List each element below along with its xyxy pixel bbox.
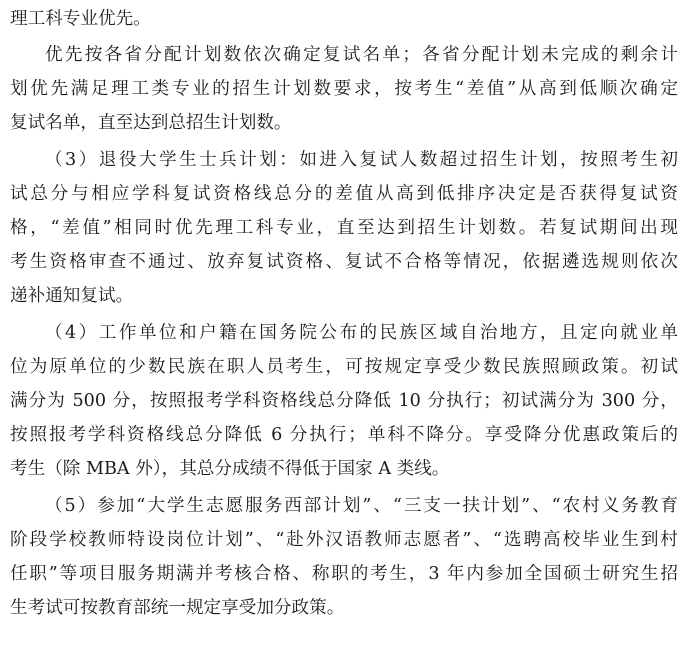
paragraph-4-line-2: 位为原单位的少数民族在职人员考生，可按规定享受少数民族照顾政策。初试: [10, 357, 678, 377]
paragraph-4-line-5: 考生（除 MBA 外），其总分成绩不得低于国家 A 类线。: [10, 459, 450, 479]
paragraph-2-line-2: 划优先满足理工类专业的招生计划数要求，按考生“差值”从高到低顺次确定: [10, 79, 678, 99]
paragraph-1-line-1: 理工科专业优先。: [10, 9, 151, 29]
paragraph-2-line-1: 优先按各省分配计划数依次确定复试名单；各省分配计划未完成的剩余计: [45, 45, 678, 65]
paragraph-4-line-4: 按照报考学科资格线总分降低 6 分执行；单科不降分。享受降分优惠政策后的: [10, 425, 678, 445]
paragraph-5-line-3: 任职”等项目服务期满并考核合格、称职的考生，3 年内参加全国硕士研究生招: [10, 564, 678, 584]
paragraph-5-line-1: （5）参加“大学生志愿服务西部计划”、“三支一扶计划”、“农村义务教育: [45, 496, 678, 516]
paragraph-3-line-2: 试总分与相应学科复试资格线总分的差值从高到低排序决定是否获得复试资: [10, 184, 678, 204]
paragraph-4-line-3: 满分为 500 分，按照报考学科资格线总分降低 10 分执行；初试满分为 300 分，: [10, 391, 678, 411]
paragraph-3-line-3: 格，“差值”相同时优先理工科专业，直至达到招生计划数。若复试期间出现: [10, 218, 678, 238]
paragraph-4-line-1: （4）工作单位和户籍在国务院公布的民族区域自治地方，且定向就业单: [45, 323, 678, 343]
paragraph-3-line-1: （3）退役大学生士兵计划：如进入复试人数超过招生计划，按照考生初: [45, 150, 678, 170]
paragraph-3-line-4: 考生资格审查不通过、放弃复试资格、复试不合格等情况，依据遴选规则依次: [10, 252, 678, 272]
paragraph-5-line-2: 阶段学校教师特设岗位计划”、“赴外汉语教师志愿者”、“选聘高校毕业生到村: [10, 530, 678, 550]
paragraph-3-line-5: 递补通知复试。: [10, 286, 134, 306]
paragraph-5-line-4: 生考试可按教育部统一规定享受加分政策。: [10, 598, 345, 618]
paragraph-2-line-3: 复试名单，直至达到总招生计划数。: [10, 113, 292, 133]
